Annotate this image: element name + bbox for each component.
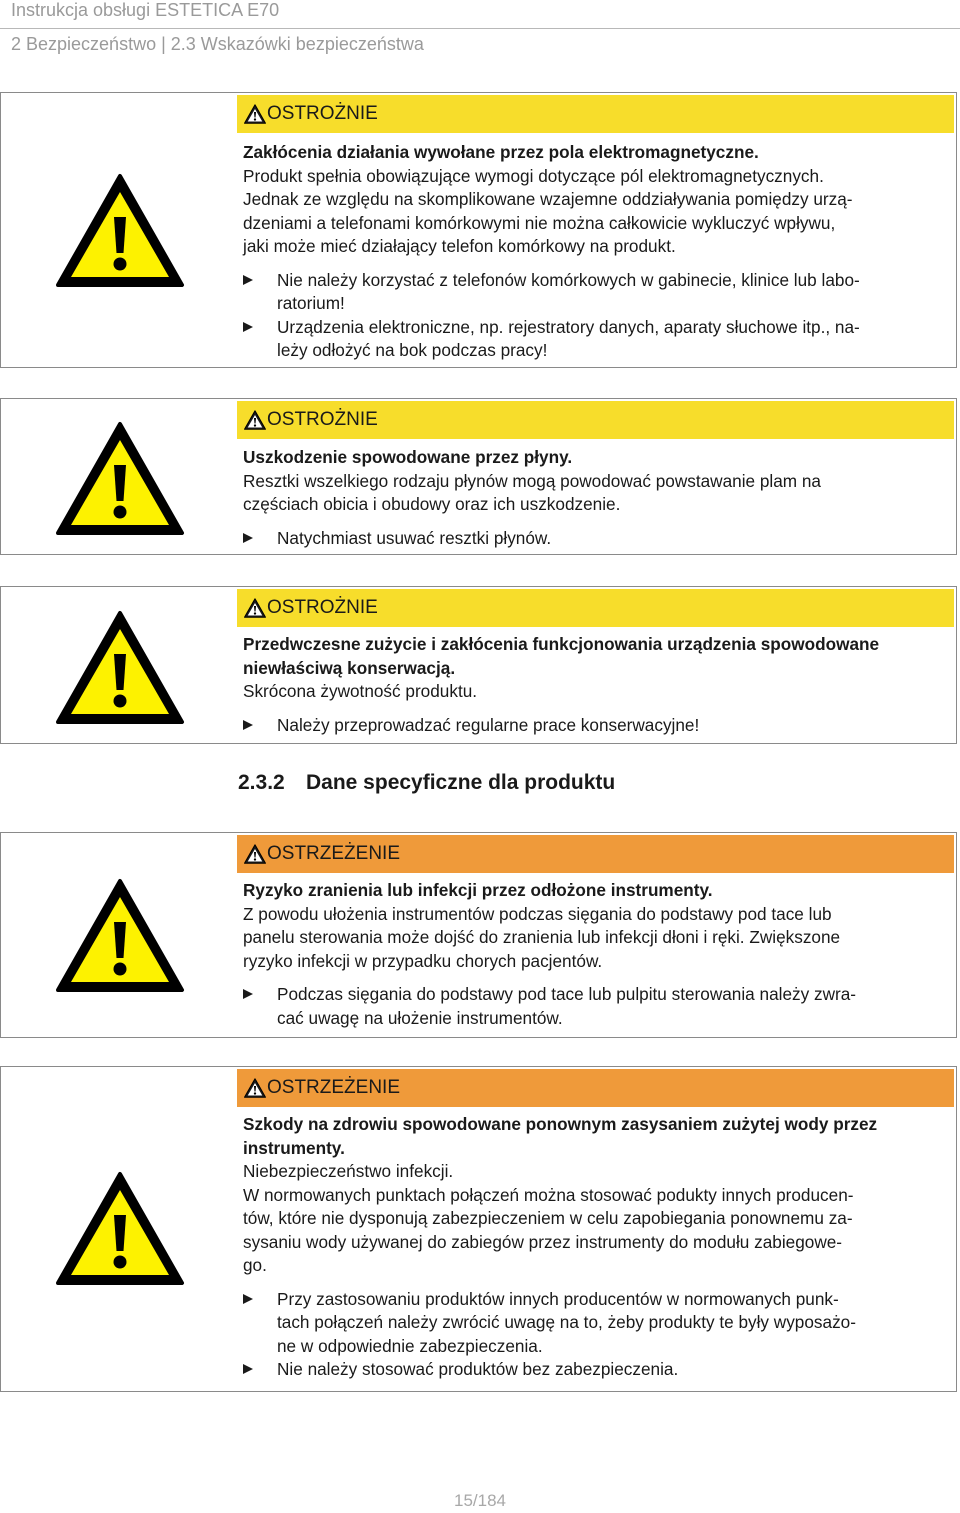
- signal-word: OSTROŻNIE: [267, 409, 378, 430]
- notice-text: Niebezpieczeństwo infekcji.: [243, 1161, 454, 1181]
- notice-text: Resztki wszelkiego rodzaju płynów mogą powodować powstawanie plam na: [243, 470, 821, 491]
- signal-word-bar: [237, 1069, 954, 1107]
- section-heading: [238, 771, 615, 795]
- notice-title: Uszkodzenie spowodowane przez płyny.: [243, 447, 573, 467]
- action-item: [243, 714, 946, 738]
- action-text: Nie należy korzystać z telefonów komórkowych w gabinecie, klinice lub labo-: [277, 269, 860, 290]
- notice-text: Skrócona żywotność produktu.: [243, 681, 478, 701]
- bullet-arrow-icon: [243, 720, 253, 730]
- action-list: [243, 527, 946, 551]
- action-text: Przy zastosowaniu produktów innych producentów w normowanych punk-: [277, 1288, 839, 1309]
- warning-triangle-icon: [55, 421, 185, 536]
- notice-text: jaki może mieć działający telefon komórkowy na produkt.: [243, 236, 676, 256]
- action-text: Należy przeprowadzać regularne prace konserwacyjne!: [277, 714, 700, 735]
- notice-text: tów, które nie dysponują zabezpieczeniem w celu zapobiegania ponownemu za-: [243, 1208, 853, 1228]
- signal-word: OSTRZEŻENIE: [267, 1077, 401, 1098]
- notice-text: Jednak ze względu na skomplikowane wzajemne oddziaływania pomiędzy urzą-: [243, 189, 853, 209]
- notice-text: sysaniu wody używanej do zabiegów przez instrumenty do modułu zabiegowe-: [243, 1231, 843, 1252]
- action-item: [243, 983, 946, 1030]
- signal-word: OSTROŻNIE: [267, 597, 378, 618]
- action-text: tach połączeń należy zwrócić uwagę na to, żeby produkty te były wyposażo-: [277, 1312, 856, 1332]
- action-list: [243, 1288, 946, 1382]
- signal-word: OSTROŻNIE: [267, 103, 378, 124]
- safety-notice: [0, 92, 957, 368]
- action-item: [243, 1288, 946, 1359]
- action-text: ne w odpowiednie zabezpieczenia.: [277, 1335, 543, 1356]
- notice-text: Z powodu ułożenia instrumentów podczas sięgania do podstawy pod tace lub: [243, 903, 832, 924]
- notice-text: dzeniami a telefonami komórkowymi nie można całkowicie wykluczyć wpływu,: [243, 212, 836, 233]
- notice-text: ryzyko infekcji w przypadku chorych pacjentów.: [243, 950, 603, 971]
- action-item: [243, 316, 946, 363]
- page-number: 15/184: [454, 1491, 506, 1510]
- action-list: [243, 269, 946, 363]
- safety-notice: [0, 832, 957, 1038]
- action-text: Urządzenia elektroniczne, np. rejestratory danych, aparaty słuchowe itp., na-: [277, 316, 860, 337]
- action-item: [243, 527, 946, 551]
- small-warning-icon: [244, 104, 266, 124]
- signal-word-bar: [237, 401, 954, 439]
- notice-content: [243, 141, 946, 363]
- action-text: leży odłożyć na bok podczas pracy!: [277, 340, 548, 360]
- notice-title: Ryzyko zranienia lub infekcji przez odłożone instrumenty.: [243, 880, 713, 900]
- small-warning-icon: [244, 598, 266, 618]
- notice-content: [243, 633, 946, 737]
- section-number: 2.3.2: [238, 771, 285, 794]
- action-item: [243, 269, 946, 316]
- action-list: [243, 714, 946, 738]
- warning-triangle-icon: [55, 610, 185, 725]
- notice-text: częściach obicia i obudowy oraz ich uszkodzenie.: [243, 494, 621, 514]
- notice-text: Produkt spełnia obowiązujące wymogi dotyczące pól elektromagnetycznych.: [243, 165, 824, 186]
- notice-text: go.: [243, 1255, 267, 1275]
- signal-word-bar: [237, 95, 954, 133]
- warning-triangle-icon: [55, 173, 185, 288]
- bullet-arrow-icon: [243, 1364, 253, 1374]
- safety-notice: [0, 398, 957, 555]
- action-text: Natychmiast usuwać resztki płynów.: [277, 527, 552, 548]
- bullet-arrow-icon: [243, 275, 253, 285]
- section-title: Dane specyficzne dla produktu: [306, 771, 616, 794]
- notice-content: [243, 446, 946, 550]
- action-text: cać uwagę na ułożenie instrumentów.: [277, 1007, 563, 1028]
- action-text: ratorium!: [277, 293, 345, 313]
- document-title: Instrukcja obsługi ESTETICA E70: [11, 0, 280, 20]
- notice-title: Szkody na zdrowiu spowodowane ponownym zasysaniem zużytej wody przez instrumenty.: [243, 1114, 878, 1158]
- signal-word-bar: [237, 835, 954, 873]
- small-warning-icon: [244, 844, 266, 864]
- notice-title: Zakłócenia działania wywołane przez pola elektromagnetyczne.: [243, 142, 759, 162]
- small-warning-icon: [244, 410, 266, 430]
- warning-triangle-icon: [55, 878, 185, 993]
- bullet-arrow-icon: [243, 1294, 253, 1304]
- action-list: [243, 983, 946, 1030]
- breadcrumb: 2 Bezpieczeństwo | 2.3 Wskazówki bezpieczeństwa: [11, 34, 424, 54]
- bullet-arrow-icon: [243, 322, 253, 332]
- safety-notice: [0, 586, 957, 744]
- action-item: [243, 1358, 946, 1382]
- bullet-arrow-icon: [243, 533, 253, 543]
- notice-title: Przedwczesne zużycie i zakłócenia funkcjonowania urządzenia spowodowane niewłaściwą konserwacją.: [243, 634, 880, 678]
- bullet-arrow-icon: [243, 989, 253, 999]
- notice-text: panelu sterowania może dojść do zranienia lub infekcji dłoni i ręki. Zwiększone: [243, 927, 841, 947]
- notice-content: [243, 879, 946, 1030]
- header-divider: [0, 28, 960, 29]
- action-text: Nie należy stosować produktów bez zabezpieczenia.: [277, 1359, 679, 1379]
- notice-content: [243, 1113, 946, 1382]
- safety-notice: [0, 1066, 957, 1392]
- signal-word-bar: [237, 589, 954, 627]
- small-warning-icon: [244, 1078, 266, 1098]
- action-text: Podczas sięgania do podstawy pod tace lub pulpitu sterowania należy zwra-: [277, 984, 856, 1004]
- signal-word: OSTRZEŻENIE: [267, 843, 401, 864]
- warning-triangle-icon: [55, 1171, 185, 1286]
- notice-text: W normowanych punktach połączeń można stosować podukty innych producen-: [243, 1184, 854, 1205]
